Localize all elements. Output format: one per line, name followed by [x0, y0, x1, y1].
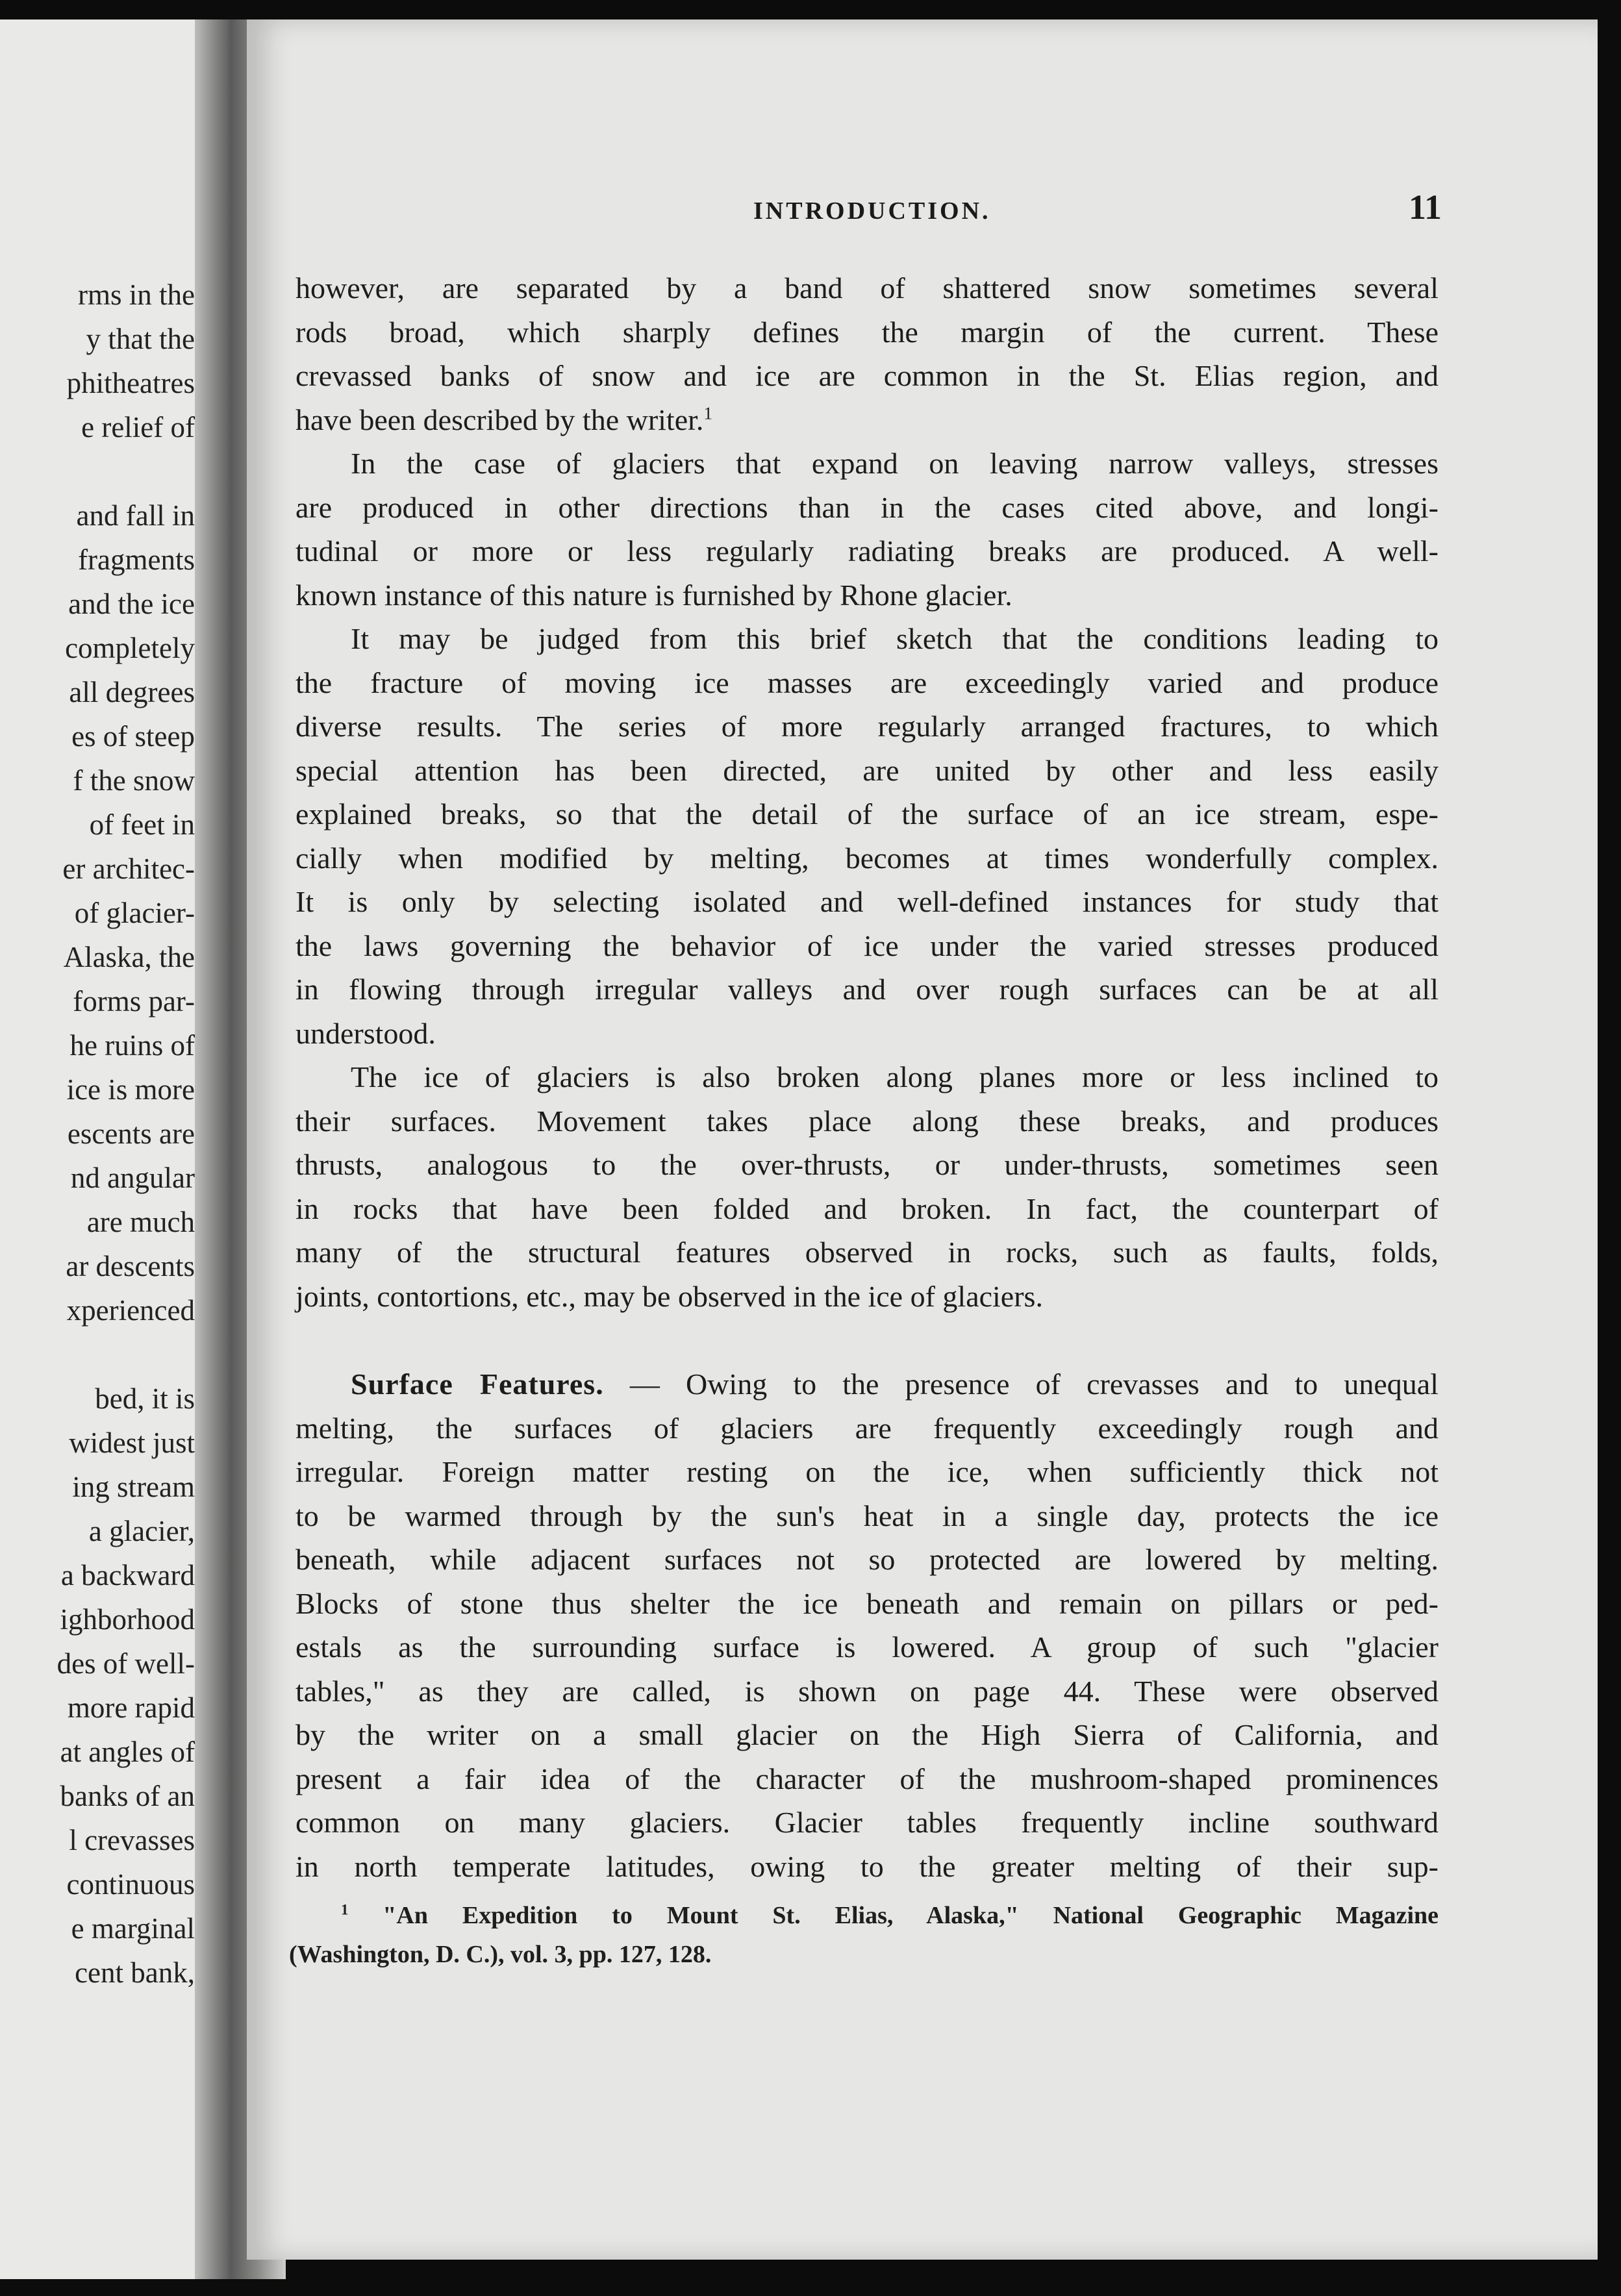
left-page-line: of feet in	[89, 808, 195, 841]
left-page-line: more rapid	[67, 1691, 195, 1724]
surface-features-section	[295, 1362, 1439, 1888]
text-line: to be warmed through by the sun's heat in a single day, protects the ice	[295, 1499, 1439, 1532]
left-page-gap	[0, 449, 195, 493]
text-line: in north temperate latitudes, owing to the greater melting of their sup-	[295, 1849, 1439, 1883]
text-line: by the writer on a small glacier on the High Sierra of California, and	[295, 1718, 1439, 1751]
footnote-line: (Washington, D. C.), vol. 3, pp. 127, 128.	[289, 1941, 712, 1968]
left-page-line: all degrees	[69, 676, 195, 708]
paragraph	[295, 1055, 1439, 1318]
text-line: It may be judged from this brief sketch that the conditions leading to	[351, 622, 1439, 655]
text-line: explained breaks, so that the detail of the surface of an ice stream, espe-	[295, 797, 1439, 830]
text-line: tables," as they are called, is shown on page 44. These were observed	[295, 1674, 1439, 1708]
left-page-line: Alaska, the	[63, 941, 195, 973]
left-page-line: f the snow	[73, 764, 195, 797]
left-page-line: he ruins of	[69, 1029, 195, 1062]
running-head: INTRODUCTION.	[753, 197, 991, 225]
left-page-line: and the ice	[68, 588, 195, 620]
body-text	[295, 266, 1439, 1888]
text-line: in rocks that have been folded and broken. In fact, the counterpart of	[295, 1192, 1439, 1225]
text-line: are produced in other directions than in the cases cited above, and longi-	[295, 490, 1439, 524]
text-line: irregular. Foreign matter resting on the ice, when sufficiently thick not	[295, 1455, 1439, 1488]
footnote-text: "An Expedition to Mount St. Elias, Alaska," National Geographic Magazine	[348, 1902, 1439, 1929]
left-page-line: a glacier,	[88, 1515, 195, 1547]
text-line: melting, the surfaces of glaciers are frequently exceedingly rough and	[295, 1411, 1439, 1445]
text-line: estals as the surrounding surface is lowered. A group of such "glacier	[295, 1630, 1439, 1664]
text-line: joints, contortions, etc., may be observed in the ice of glaciers.	[295, 1279, 1043, 1313]
left-page-line: e relief of	[81, 411, 195, 443]
left-page-line: ar descents	[66, 1250, 195, 1282]
paragraph	[295, 617, 1439, 1055]
text-line: common on many glaciers. Glacier tables frequently incline southward	[295, 1806, 1439, 1839]
text-line: cially when modified by melting, becomes at times wonderfully complex.	[295, 841, 1439, 875]
section-dash: —	[603, 1367, 686, 1401]
section-spacer	[295, 1318, 1439, 1362]
left-page-line: escents are	[67, 1117, 195, 1150]
left-page-line: er architec-	[62, 853, 195, 885]
left-page-line: es of steep	[71, 720, 195, 753]
left-page-line: des of well-	[57, 1647, 195, 1680]
footnote	[289, 1896, 1439, 1974]
left-page-line: ice is more	[66, 1073, 195, 1106]
text-line: crevassed banks of snow and ice are common in the St. Elias region, and	[295, 359, 1439, 392]
text-line: Blocks of stone thus shelter the ice beneath and remain on pillars or ped-	[295, 1586, 1439, 1620]
text-line: the fracture of moving ice masses are exceedingly varied and produce	[295, 666, 1439, 699]
left-page-line: phitheatres	[66, 367, 195, 399]
text-line: thrusts, analogous to the over-thrusts, or under-thrusts, sometimes seen	[295, 1148, 1439, 1181]
text-line: tudinal or more or less regularly radiating breaks are produced. A well-	[295, 534, 1439, 568]
left-page-line: forms par-	[73, 985, 195, 1017]
section-first-line-text: Owing to the presence of crevasses and to unequal	[685, 1367, 1439, 1401]
left-page-line: rms in the	[78, 279, 195, 311]
left-page-line: completely	[65, 632, 195, 664]
text-line: rods broad, which sharply defines the margin of the current. These	[295, 315, 1439, 349]
left-facing-page	[0, 19, 214, 2279]
text-line: beneath, while adjacent surfaces not so protected are lowered by melting.	[295, 1543, 1439, 1576]
left-page-line: nd angular	[70, 1162, 195, 1194]
text-line: understood.	[295, 1016, 436, 1050]
left-page-line: ing stream	[72, 1471, 195, 1503]
left-page-line: of glacier-	[74, 897, 195, 929]
left-page-line: l crevasses	[69, 1824, 195, 1856]
text-line: diverse results. The series of more regularly arranged fractures, to which	[295, 710, 1439, 743]
left-page-line: widest just	[69, 1427, 195, 1459]
left-page-line: ighborhood	[60, 1603, 195, 1636]
paragraph	[295, 266, 1439, 442]
text-line: their surfaces. Movement takes place along these breaks, and produces	[295, 1104, 1439, 1138]
left-page-line: e marginal	[71, 1912, 195, 1945]
text-line: many of the structural features observed in rocks, such as faults, folds,	[295, 1236, 1439, 1269]
left-page-line: and fall in	[76, 499, 195, 532]
left-page-line: fragments	[78, 543, 195, 576]
section-first-line	[295, 1362, 1439, 1406]
text-line: special attention has been directed, are united by other and less easily	[295, 753, 1439, 787]
left-page-line: banks of an	[60, 1780, 195, 1812]
section-heading: Surface Features.	[351, 1367, 604, 1401]
left-page-line: are much	[86, 1206, 195, 1238]
left-page-line: a backward	[60, 1559, 195, 1591]
text-line: The ice of glaciers is also broken along planes more or less inclined to	[351, 1060, 1439, 1093]
text-line: have been described by the writer.$^1$	[295, 403, 713, 436]
text-line: present a fair idea of the character of the mushroom-shaped prominences	[295, 1762, 1439, 1795]
left-page-text-fragments	[0, 273, 195, 1995]
page-number: 11	[1408, 188, 1442, 227]
left-page-line: cent bank,	[75, 1956, 195, 1989]
text-line: known instance of this nature is furnished by Rhone glacier.	[295, 578, 1012, 612]
left-page-line: continuous	[66, 1868, 195, 1901]
text-line: In the case of glaciers that expand on leaving narrow valleys, stresses	[351, 447, 1439, 480]
left-page-gap	[0, 1332, 195, 1377]
paragraph	[295, 442, 1439, 617]
page-header	[494, 187, 1442, 232]
text-line: in flowing through irregular valleys and over rough surfaces can be at all	[295, 973, 1439, 1006]
left-page-line: bed, it is	[95, 1382, 195, 1415]
text-line: the laws governing the behavior of ice under the varied stresses produced	[295, 929, 1439, 962]
text-line: however, are separated by a band of shattered snow sometimes several	[295, 271, 1439, 305]
left-page-line: y that the	[86, 323, 195, 355]
footnote-line	[289, 1896, 1439, 1935]
footnote-reference: 1	[703, 403, 713, 423]
left-page-line: xperienced	[66, 1294, 195, 1327]
text-line: It is only by selecting isolated and well-defined instances for study that	[295, 885, 1439, 918]
left-page-line: at angles of	[60, 1736, 195, 1768]
footnote-marker: 1	[341, 1901, 349, 1918]
